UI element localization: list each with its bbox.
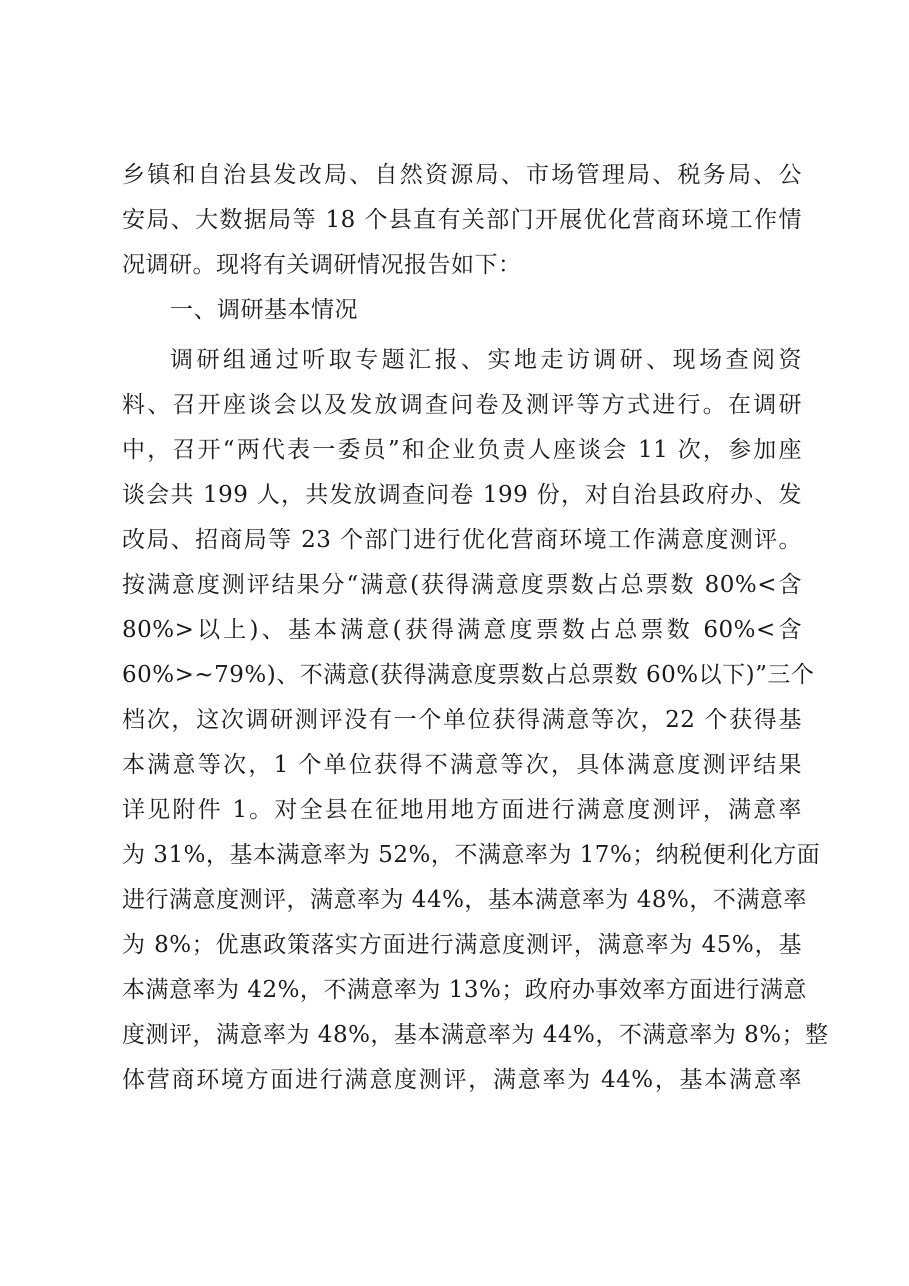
paragraph-line: 按满意度测评结果分“满意(获得满意度票数占总票数 80%<含 [122, 572, 802, 598]
paragraph-line: 本满意率为 42%，不满意率为 13%；政府办事效率方面进行满意 [122, 977, 807, 1003]
paragraph-line: 档次，这次调研测评没有一个单位获得满意等次，22 个获得基 [122, 707, 802, 733]
paragraph-line: 料、召开座谈会以及发放调查问卷及测评等方式进行。在调研 [122, 392, 802, 418]
paragraph-line: 为 8%；优惠政策落实方面进行满意度测评，满意率为 45%，基 [122, 932, 802, 958]
paragraph-line: 况调研。现将有关调研情况报告如下： [122, 252, 522, 278]
paragraph-line: 调研组通过听取专题汇报、实地走访调研、现场查阅资 [170, 347, 802, 373]
paragraph-line: 为 31%，基本满意率为 52%，不满意率为 17%；纳税便利化方面 [122, 842, 821, 868]
paragraph-line: 乡镇和自治县发改局、自然资源局、市场管理局、税务局、公 [122, 162, 802, 188]
paragraph-line: 本满意等次，1 个单位获得不满意等次，具体满意度测评结果 [122, 752, 802, 778]
paragraph-line: 80%>以上)、基本满意(获得满意度票数占总票数 60%<含 [122, 617, 802, 643]
paragraph-line: 谈会共 199 人，共发放调查问卷 199 份，对自治县政府办、发 [122, 482, 802, 508]
paragraph-line: 度测评，满意率为 48%，基本满意率为 44%，不满意率为 8%；整 [122, 1022, 829, 1048]
paragraph-line: 体营商环境方面进行满意度测评，满意率为 44%，基本满意率 [122, 1067, 802, 1093]
paragraph-line: 进行满意度测评，满意率为 44%，基本满意率为 48%，不满意率 [122, 887, 807, 913]
paragraph-line: 中，召开“两代表一委员”和企业负责人座谈会 11 次，参加座 [122, 437, 802, 463]
section-heading: 一、调研基本情况 [170, 297, 358, 323]
paragraph-line: 详见附件 1。对全县在征地用地方面进行满意度测评，满意率 [122, 797, 802, 823]
paragraph-line: 改局、招商局等 23 个部门进行优化营商环境工作满意度测评。 [122, 527, 802, 553]
paragraph-line: 安局、大数据局等 18 个县直有关部门开展优化营商环境工作情 [122, 207, 802, 233]
paragraph-line: 60%>~79%)、不满意(获得满意度票数占总票数 60%以下)”三个 [122, 662, 815, 688]
